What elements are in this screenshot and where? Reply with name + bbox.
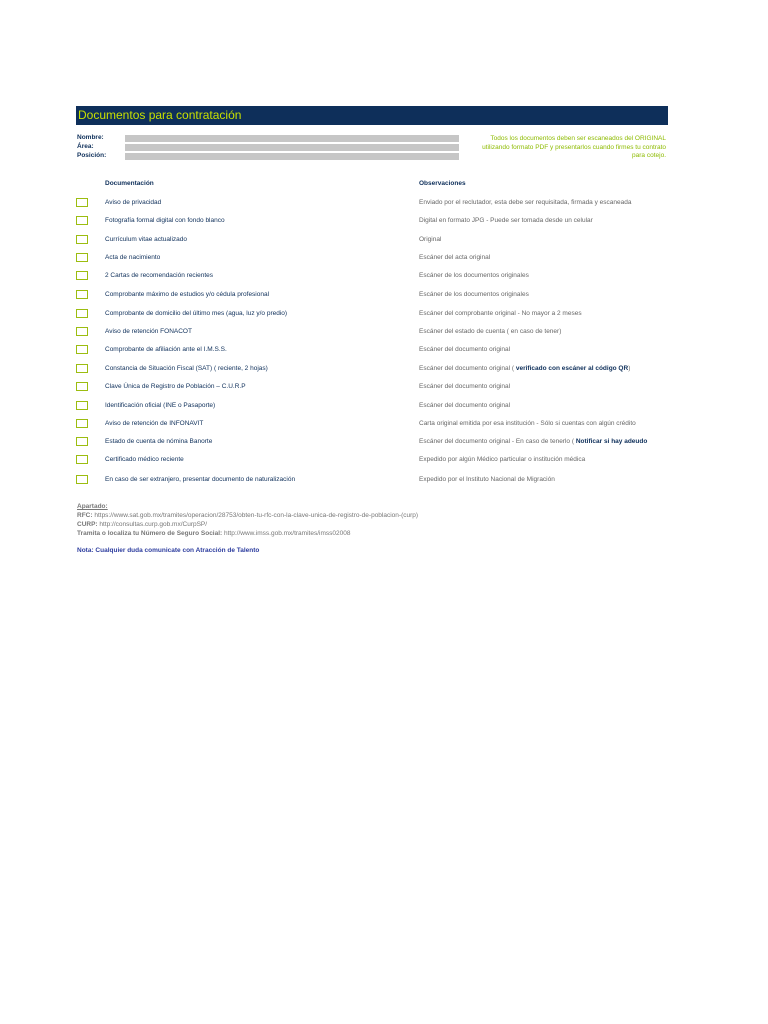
curp-line bbox=[77, 521, 207, 530]
rfc-link[interactable]: https://www.sat.gob.mx/tramites/operacion/28753/obten-tu-rfc-con-la-clave-unica-de-registro-de-poblacion-(curp) bbox=[94, 512, 419, 519]
observation-text: Escáner del documento original bbox=[419, 383, 511, 390]
document-observation bbox=[419, 345, 510, 354]
document-observation bbox=[419, 364, 630, 373]
rfc-label: RFC: bbox=[77, 512, 93, 519]
rfc-line bbox=[77, 512, 418, 521]
observation-text: Escáner del acta original bbox=[419, 254, 491, 261]
checkbox[interactable] bbox=[76, 271, 88, 280]
document-observation bbox=[419, 455, 585, 464]
observation-text: Original bbox=[419, 236, 442, 243]
observation-text: Enviado por el reclutador, esta debe ser requisitada, firmada y escaneada bbox=[419, 199, 632, 206]
document-name: Aviso de retención FONACOT bbox=[105, 328, 192, 335]
observations-header: Observaciones bbox=[419, 180, 466, 187]
checkbox[interactable] bbox=[76, 455, 88, 464]
table-row bbox=[0, 290, 768, 304]
observation-text: Escáner del documento original bbox=[419, 346, 511, 353]
document-observation bbox=[419, 419, 636, 428]
document-name: Fotografía formal digital con fondo blanco bbox=[105, 217, 225, 224]
document-name: Aviso de privacidad bbox=[105, 199, 162, 206]
document-name: Aviso de retención de INFONAVIT bbox=[105, 420, 204, 427]
observation-text: Escáner del documento original - En caso de tenerlo ( bbox=[419, 438, 576, 445]
document-name: En caso de ser extranjero, presentar documento de naturalización bbox=[105, 476, 296, 483]
document-observation bbox=[419, 382, 510, 391]
document-name: Currículum vitae actualizado bbox=[105, 236, 188, 243]
document-observation bbox=[419, 253, 490, 262]
table-row bbox=[0, 475, 768, 489]
checkbox[interactable] bbox=[76, 290, 88, 299]
curp-link[interactable]: http://consultas.curp.gob.mx/CurpSP/ bbox=[99, 521, 208, 528]
document-observation bbox=[419, 271, 529, 280]
checkbox[interactable] bbox=[76, 216, 88, 225]
name-field[interactable] bbox=[125, 135, 459, 142]
table-row bbox=[0, 253, 768, 267]
checkbox[interactable] bbox=[76, 198, 88, 207]
document-observation bbox=[419, 437, 647, 446]
document-name: Clave Única de Registro de Población – C.U.R.P bbox=[105, 383, 246, 390]
nss-label: Tramita o localiza tu Número de Seguro Social: bbox=[77, 530, 223, 537]
table-row bbox=[0, 455, 768, 469]
position-field[interactable] bbox=[125, 153, 459, 160]
checkbox[interactable] bbox=[76, 364, 88, 373]
observation-text: Escáner del estado de cuenta ( en caso de tener) bbox=[419, 328, 562, 335]
checkbox[interactable] bbox=[76, 235, 88, 244]
document-observation bbox=[419, 309, 582, 318]
document-name: 2 Cartas de recomendación recientes bbox=[105, 272, 214, 279]
area-label: Área: bbox=[77, 143, 94, 150]
observation-text: Carta original emitida por esa institución - Sólo si cuentas con algún crédito bbox=[419, 420, 636, 427]
checkbox[interactable] bbox=[76, 437, 88, 446]
checkbox[interactable] bbox=[76, 382, 88, 391]
document-observation bbox=[419, 401, 510, 410]
table-row bbox=[0, 345, 768, 359]
observation-text: Escáner del documento original bbox=[419, 402, 511, 409]
apartado-label bbox=[77, 503, 108, 512]
table-row bbox=[0, 216, 768, 230]
checkbox[interactable] bbox=[76, 401, 88, 410]
document-observation bbox=[419, 235, 441, 244]
table-row bbox=[0, 437, 768, 451]
checkbox[interactable] bbox=[76, 327, 88, 336]
table-row bbox=[0, 327, 768, 341]
table-row bbox=[0, 198, 768, 212]
document-name: Certificado médico reciente bbox=[105, 456, 184, 463]
name-label: Nombre: bbox=[77, 134, 104, 141]
document-name: Constancia de Situación Fiscal (SAT) ( reciente, 2 hojas) bbox=[105, 365, 268, 372]
observation-emphasis: Notificar si hay adeudo bbox=[575, 438, 648, 445]
curp-label: CURP: bbox=[77, 521, 98, 528]
contact-note: Nota: Cualquier duda comunicate con Atracción de Talento bbox=[77, 547, 260, 554]
table-row bbox=[0, 271, 768, 285]
document-observation bbox=[419, 290, 529, 299]
table-row bbox=[0, 419, 768, 433]
observation-tail: ) bbox=[628, 365, 631, 372]
document-observation bbox=[419, 198, 631, 207]
document-name: Comprobante máximo de estudios y/o cédula profesional bbox=[105, 291, 270, 298]
table-row bbox=[0, 364, 768, 378]
observation-text: Digital en formato JPG - Puede ser tomada desde un celular bbox=[419, 217, 593, 224]
page-title: Documentos para contratación bbox=[76, 106, 668, 125]
document-name: Identificación oficial (INE o Pasaporte) bbox=[105, 402, 216, 409]
table-row bbox=[0, 235, 768, 249]
observation-text: Escáner del documento original ( bbox=[419, 365, 516, 372]
observation-text: Expedido por algún Médico particular o institución médica bbox=[419, 456, 586, 463]
document-name: Estado de cuenta de nómina Banorte bbox=[105, 438, 213, 445]
document-observation bbox=[419, 216, 593, 225]
nss-line bbox=[77, 530, 350, 539]
document-name: Comprobante de afiliación ante el I.M.S.S. bbox=[105, 346, 227, 353]
apartado-title: Apartado: bbox=[77, 503, 108, 510]
table-row bbox=[0, 382, 768, 396]
document-observation bbox=[419, 327, 561, 336]
checkbox[interactable] bbox=[76, 253, 88, 262]
checkbox[interactable] bbox=[76, 345, 88, 354]
observation-emphasis: verificado con escáner al código QR bbox=[515, 365, 629, 372]
document-name: Acta de nacimiento bbox=[105, 254, 161, 261]
table-row bbox=[0, 309, 768, 323]
checkbox[interactable] bbox=[76, 419, 88, 428]
document-observation bbox=[419, 475, 555, 484]
observation-text: Expedido por el Instituto Nacional de Migración bbox=[419, 476, 555, 483]
nss-link[interactable]: http://www.imss.gob.mx/tramites/imss02008 bbox=[224, 530, 351, 537]
position-label: Posición: bbox=[77, 152, 107, 159]
checkbox[interactable] bbox=[76, 309, 88, 318]
checkbox[interactable] bbox=[76, 475, 88, 484]
instructions-note: Todos los documentos deben ser escaneados del ORIGINAL utilizando formato PDF y presentarlos cuando firmes tu contrato para cotejo. bbox=[482, 135, 666, 159]
document-name: Comprobante de domicilio del último mes (agua, luz y/o predio) bbox=[105, 310, 288, 317]
table-row bbox=[0, 401, 768, 415]
area-field[interactable] bbox=[125, 144, 459, 151]
observation-text: Escáner de los documentos originales bbox=[419, 272, 529, 279]
documentation-header: Documentación bbox=[105, 180, 154, 187]
observation-text: Escáner de los documentos originales bbox=[419, 291, 529, 298]
observation-text: Escáner del comprobante original - No mayor a 2 meses bbox=[419, 310, 582, 317]
